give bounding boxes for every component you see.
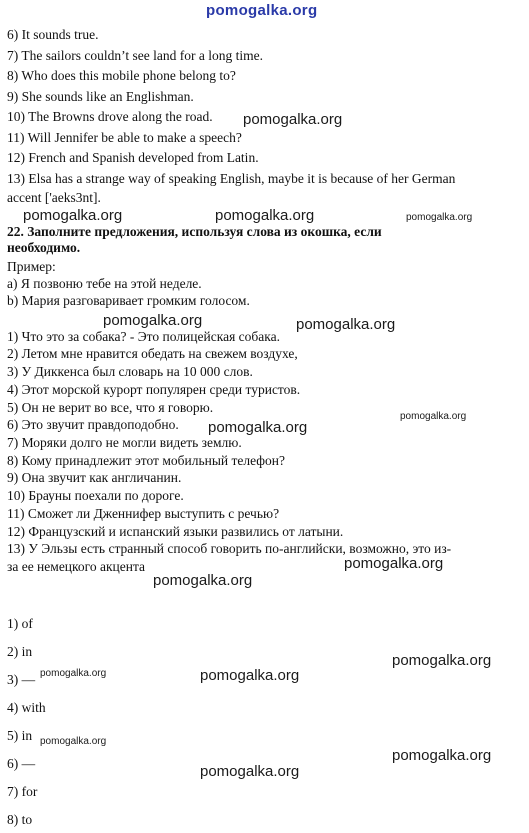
watermark: pomogalka.org bbox=[200, 667, 300, 684]
watermark: pomogalka.org bbox=[215, 207, 315, 224]
exercise-heading: 22. Заполните предложения, используя слова из окошка, если bbox=[7, 224, 382, 239]
watermark: pomogalka.org bbox=[406, 212, 473, 223]
russian-sentence: за ее немецкого акцента bbox=[7, 559, 146, 574]
russian-sentence: 6) Это звучит правдоподобно. bbox=[7, 417, 179, 432]
english-sentence: 12) French and Spanish developed from Latin. bbox=[7, 150, 259, 165]
watermark: pomogalka.org bbox=[296, 316, 396, 333]
russian-sentence: 5) Он не верит во все, что я говорю. bbox=[7, 400, 214, 415]
russian-sentence: 10) Брауны поехали по дороге. bbox=[7, 488, 184, 503]
russian-sentence: 1) Что это за собака? - Это полицейская собака. bbox=[7, 329, 280, 344]
watermark: pomogalka.org bbox=[208, 419, 308, 436]
answer-item: 5) in bbox=[7, 728, 33, 743]
english-sentence: accent ['aeks3nt]. bbox=[7, 190, 101, 205]
russian-sentence: 8) Кому принадлежит этот мобильный телефон? bbox=[7, 453, 285, 468]
watermark: pomogalka.org bbox=[344, 555, 444, 572]
russian-sentence: 7) Моряки долго не могли видеть землю. bbox=[7, 435, 242, 450]
answer-item: 2) in bbox=[7, 644, 33, 659]
watermark: pomogalka.org bbox=[243, 111, 343, 128]
english-sentence: 9) She sounds like an Englishman. bbox=[7, 89, 194, 104]
answer-item: 7) for bbox=[7, 784, 38, 799]
english-sentence: 6) It sounds true. bbox=[7, 27, 99, 42]
header-watermark: pomogalka.org bbox=[206, 2, 318, 19]
english-sentence: 8) Who does this mobile phone belong to? bbox=[7, 68, 236, 83]
russian-sentence: 11) Сможет ли Дженнифер выступить с речью? bbox=[7, 506, 280, 521]
watermark: pomogalka.org bbox=[103, 312, 203, 329]
watermark: pomogalka.org bbox=[23, 207, 123, 224]
answer-item: 3) — bbox=[7, 672, 36, 687]
answer-item: 1) of bbox=[7, 616, 33, 631]
watermark: pomogalka.org bbox=[400, 411, 467, 422]
answer-item: 8) to bbox=[7, 812, 33, 827]
watermark: pomogalka.org bbox=[40, 668, 107, 679]
answer-item: 6) — bbox=[7, 756, 36, 771]
answer-item: 4) with bbox=[7, 700, 46, 715]
russian-sentence: 3) У Диккенса был словарь на 10 000 слов. bbox=[7, 364, 253, 379]
english-sentence: 10) The Browns drove along the road. bbox=[7, 109, 213, 124]
watermark: pomogalka.org bbox=[392, 652, 492, 669]
russian-sentence: 9) Она звучит как англичанин. bbox=[7, 470, 182, 485]
example-label: Пример: bbox=[7, 259, 56, 274]
example-sentence: а) Я позвоню тебе на этой неделе. bbox=[7, 276, 202, 291]
russian-sentence: 4) Этот морской курорт популярен среди туристов. bbox=[7, 382, 301, 397]
watermark: pomogalka.org bbox=[153, 572, 253, 589]
english-sentence: 13) Elsa has a strange way of speaking English, maybe it is because of her German bbox=[7, 171, 456, 186]
russian-sentence: 12) Французский и испанский языки развились от латыни. bbox=[7, 524, 344, 539]
exercise-heading-continued: необходимо. bbox=[7, 240, 81, 255]
watermark: pomogalka.org bbox=[392, 747, 492, 764]
english-sentence: 7) The sailors couldn’t see land for a long time. bbox=[7, 48, 263, 63]
english-sentence: 11) Will Jennifer be able to make a speech? bbox=[7, 130, 242, 145]
watermark: pomogalka.org bbox=[200, 763, 300, 780]
watermark: pomogalka.org bbox=[40, 736, 107, 747]
russian-sentence: 2) Летом мне нравится обедать на свежем воздухе, bbox=[7, 346, 298, 361]
example-sentence: b) Мария разговаривает громким голосом. bbox=[7, 293, 250, 308]
russian-sentence: 13) У Эльзы есть странный способ говорить по-английски, возможно, это из- bbox=[7, 541, 452, 556]
